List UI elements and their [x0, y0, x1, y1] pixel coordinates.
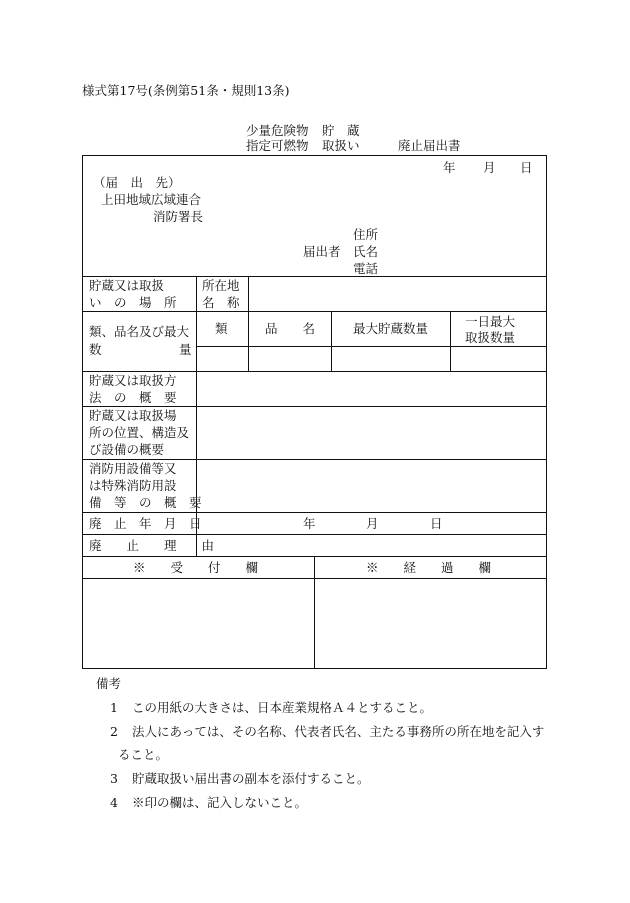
- method-label-1: 貯蔵又は取扱方: [89, 373, 177, 388]
- title-line1-left: 少量危険物: [246, 123, 309, 138]
- facility-label-1: 貯蔵又は取扱場: [89, 408, 177, 423]
- method-label-2: 法 の 概 要: [89, 390, 177, 405]
- col-daily-1: 一日最大: [465, 314, 516, 329]
- date-year: 年: [443, 160, 456, 175]
- note-text: ること。: [118, 747, 169, 762]
- daily-max-input[interactable]: [451, 347, 545, 370]
- note-text: この用紙の大きさは、日本産業規格Ａ４とすること。: [132, 700, 433, 715]
- recipient-title: 消防署長: [153, 209, 204, 224]
- types-label-2a: 数: [89, 342, 102, 357]
- reason-label: 廃 止 理 由: [89, 538, 215, 553]
- class-input[interactable]: [197, 347, 247, 370]
- max-storage-input[interactable]: [332, 347, 449, 370]
- facility-label-2: 所の位置、構造及: [89, 425, 190, 440]
- reason-input[interactable]: [197, 535, 545, 555]
- fire-label-3: 備 等 の 概 要: [89, 495, 202, 510]
- facility-label-3: び設備の概要: [89, 442, 165, 457]
- progress-label: ※ 経 過 欄: [366, 560, 492, 575]
- form-number: 様式第17号(条例第51条・規則13条): [82, 83, 290, 98]
- abolish-year: 年: [303, 516, 316, 531]
- types-label-1: 類、品名及び最大: [89, 324, 190, 339]
- col-max-storage: 最大貯蔵数量: [353, 321, 429, 336]
- col-class: 類: [215, 321, 228, 336]
- location-label-2: い の 場 所: [89, 295, 177, 310]
- fire-label-2: は特殊消防用設: [89, 478, 177, 493]
- applicant-label: 届出者: [303, 244, 341, 259]
- location-label-1: 貯蔵又は取扱: [89, 278, 165, 293]
- recipient-org: 上田地域広域連合: [101, 192, 202, 207]
- fire-input[interactable]: [197, 460, 545, 511]
- note-text: 法人にあっては、その名称、代表者氏名、主たる事務所の所在地を記入す: [132, 724, 545, 739]
- location-sub-2: 名 称: [202, 295, 240, 310]
- fire-label-1: 消防用設備等又: [89, 461, 177, 476]
- note-text: ※印の欄は、記入しないこと。: [132, 795, 308, 810]
- title-suffix: 廃止届出書: [398, 138, 461, 153]
- date-day: 日: [520, 160, 533, 175]
- facility-input[interactable]: [197, 407, 545, 458]
- title-line1-right: 貯 蔵: [322, 123, 360, 138]
- phone-label: 電話: [353, 261, 379, 276]
- address-label: 住所: [353, 227, 379, 242]
- recipient-label: （届 出 先）: [93, 175, 181, 190]
- location-sub-1: 所在地: [202, 278, 240, 293]
- name-label: 氏名: [353, 244, 379, 259]
- col-item: 品 名: [265, 321, 316, 336]
- notes-heading: 備考: [96, 676, 122, 691]
- title-line2-left: 指定可燃物: [246, 138, 309, 153]
- location-input[interactable]: [249, 277, 545, 310]
- date-month: 月: [483, 160, 496, 175]
- method-input[interactable]: [197, 372, 545, 405]
- item-input[interactable]: [249, 347, 330, 370]
- note-num: 1: [110, 700, 118, 715]
- abolish-month: 月: [366, 516, 379, 531]
- note-num: 3: [110, 771, 118, 786]
- abolish-date-label: 廃 止 年 月 日: [89, 516, 202, 531]
- abolish-day: 日: [430, 516, 443, 531]
- col-daily-2: 取扱数量: [465, 330, 516, 345]
- types-label-2b: 量: [179, 342, 192, 357]
- form-table: [82, 155, 547, 669]
- reception-label: ※ 受 付 欄: [133, 560, 259, 575]
- note-text: 貯蔵取扱い届出書の副本を添付すること。: [132, 771, 370, 786]
- note-num: 4: [110, 795, 118, 810]
- note-num: 2: [110, 724, 118, 739]
- title-line2-right: 取扱い: [322, 138, 360, 153]
